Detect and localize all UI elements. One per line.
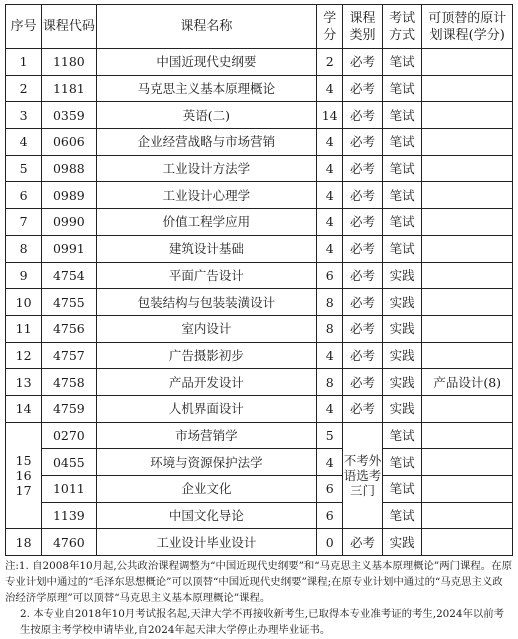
cell-exam-mode: 笔试 xyxy=(382,422,422,449)
cell-code: 1011 xyxy=(42,476,96,503)
table-row xyxy=(6,155,513,182)
cell-credit: 8 xyxy=(317,369,343,396)
cell-seq: 12 xyxy=(6,342,42,369)
cell-replace xyxy=(422,315,513,342)
cell-code: 0990 xyxy=(42,209,96,236)
cell-exam-mode: 实践 xyxy=(382,529,422,556)
cell-credit: 6 xyxy=(317,476,343,503)
cell-category-group: 不考外语选考三门 xyxy=(343,422,383,529)
cell-code: 4760 xyxy=(42,529,96,556)
cell-exam-mode: 实践 xyxy=(382,369,422,396)
cell-name: 广告摄影初步 xyxy=(96,342,317,369)
cell-replace xyxy=(422,342,513,369)
cell-name: 建筑设计基础 xyxy=(96,235,317,262)
cell-seq: 6 xyxy=(6,182,42,209)
cell-name: 平面广告设计 xyxy=(96,262,317,289)
table-row xyxy=(6,342,513,369)
table-row-elective xyxy=(6,422,513,449)
cell-credit: 5 xyxy=(317,422,343,449)
cell-replace xyxy=(422,129,513,156)
cell-replace xyxy=(422,262,513,289)
cell-credit: 4 xyxy=(317,395,343,422)
cell-category: 必考 xyxy=(343,235,383,262)
cell-name: 工业设计毕业设计 xyxy=(96,529,317,556)
cell-replace: 产品设计(8) xyxy=(422,369,513,396)
cell-replace xyxy=(422,49,513,76)
table-row xyxy=(6,129,513,156)
cell-seq: 2 xyxy=(6,75,42,102)
cell-replace xyxy=(422,529,513,556)
cell-seq: 11 xyxy=(6,315,42,342)
cell-category: 必考 xyxy=(343,155,383,182)
cell-credit: 4 xyxy=(317,155,343,182)
course-table xyxy=(5,4,513,556)
cell-seq: 8 xyxy=(6,235,42,262)
cell-replace xyxy=(422,449,513,476)
cell-seq: 9 xyxy=(6,262,42,289)
cell-exam-mode: 笔试 xyxy=(382,449,422,476)
cell-seq: 4 xyxy=(6,129,42,156)
cell-category: 必考 xyxy=(343,102,383,129)
cell-seq: 3 xyxy=(6,102,42,129)
cell-exam-mode: 笔试 xyxy=(382,209,422,236)
cell-code: 4757 xyxy=(42,342,96,369)
cell-code: 0989 xyxy=(42,182,96,209)
cell-code: 4756 xyxy=(42,315,96,342)
header-credit: 学分 xyxy=(317,5,343,49)
cell-name: 包装结构与包装装潢设计 xyxy=(96,289,317,316)
cell-exam-mode: 笔试 xyxy=(382,129,422,156)
note-text: 1. 自2008年10月起,公共政治课程调整为“中国近现代史纲要”和“马克思主义基本原理概论”两门课程。在原专业计划中通过的“毛泽东思想概论”可以顶替“中国近现代史纲要”课程;在原专业计划中通过的“马克思主义政治经济学原理”可以顶替“马克思主义基本原理概论”课程。 xyxy=(5,560,512,604)
cell-name: 企业经营战略与市场营销 xyxy=(96,129,317,156)
cell-exam-mode: 笔试 xyxy=(382,502,422,529)
cell-category: 必考 xyxy=(343,182,383,209)
table-row-elective xyxy=(6,476,513,503)
cell-code: 0991 xyxy=(42,235,96,262)
cell-replace xyxy=(422,235,513,262)
cell-name: 价值工程学应用 xyxy=(96,209,317,236)
header-seq: 序号 xyxy=(6,5,42,49)
cell-replace xyxy=(422,502,513,529)
cell-seq: 10 xyxy=(6,289,42,316)
cell-category: 必考 xyxy=(343,262,383,289)
cell-credit: 4 xyxy=(317,129,343,156)
notes-label: 注: xyxy=(5,560,19,572)
table-row xyxy=(6,75,513,102)
cell-credit: 4 xyxy=(317,182,343,209)
cell-name: 马克思主义基本原理概论 xyxy=(96,75,317,102)
cell-exam-mode: 笔试 xyxy=(382,49,422,76)
cell-credit: 8 xyxy=(317,315,343,342)
table-row xyxy=(6,235,513,262)
cell-exam-mode: 笔试 xyxy=(382,235,422,262)
cell-category: 必考 xyxy=(343,529,383,556)
header-name: 课程名称 xyxy=(96,5,317,49)
cell-category: 必考 xyxy=(343,129,383,156)
cell-code: 0455 xyxy=(42,449,96,476)
cell-name: 企业文化 xyxy=(96,476,317,503)
table-row xyxy=(6,289,513,316)
cell-code: 4755 xyxy=(42,289,96,316)
cell-seq: 7 xyxy=(6,209,42,236)
notes-section xyxy=(5,558,513,638)
table-row xyxy=(6,369,513,396)
cell-category: 必考 xyxy=(343,209,383,236)
table-row xyxy=(6,49,513,76)
cell-seq: 14 xyxy=(6,395,42,422)
cell-code: 0988 xyxy=(42,155,96,182)
cell-category: 必考 xyxy=(343,369,383,396)
note-2 xyxy=(5,606,513,638)
cell-credit: 4 xyxy=(317,449,343,476)
cell-seq: 1 xyxy=(6,49,42,76)
cell-seq: 18 xyxy=(6,529,42,556)
cell-exam-mode: 实践 xyxy=(382,262,422,289)
cell-credit: 0 xyxy=(317,529,343,556)
cell-exam-mode: 笔试 xyxy=(382,102,422,129)
cell-replace xyxy=(422,102,513,129)
cell-replace xyxy=(422,75,513,102)
cell-code: 1181 xyxy=(42,75,96,102)
table-row xyxy=(6,315,513,342)
cell-credit: 4 xyxy=(317,342,343,369)
header-exam-mode: 考试方式 xyxy=(382,5,422,49)
cell-name: 室内设计 xyxy=(96,315,317,342)
cell-name: 工业设计心理学 xyxy=(96,182,317,209)
cell-seq: 5 xyxy=(6,155,42,182)
table-row xyxy=(6,395,513,422)
cell-replace xyxy=(422,476,513,503)
header-code: 课程代码 xyxy=(42,5,96,49)
note-1 xyxy=(5,558,513,606)
cell-exam-mode: 笔试 xyxy=(382,75,422,102)
table-header-row xyxy=(6,5,513,49)
cell-category: 必考 xyxy=(343,315,383,342)
cell-exam-mode: 实践 xyxy=(382,315,422,342)
table-row xyxy=(6,182,513,209)
cell-credit: 4 xyxy=(317,75,343,102)
cell-exam-mode: 实践 xyxy=(382,289,422,316)
cell-category: 必考 xyxy=(343,49,383,76)
cell-name: 人机界面设计 xyxy=(96,395,317,422)
cell-category: 必考 xyxy=(343,342,383,369)
table-row-elective xyxy=(6,449,513,476)
cell-category: 必考 xyxy=(343,395,383,422)
cell-replace xyxy=(422,155,513,182)
cell-code: 4759 xyxy=(42,395,96,422)
cell-credit: 8 xyxy=(317,289,343,316)
cell-code: 1139 xyxy=(42,502,96,529)
cell-credit: 6 xyxy=(317,502,343,529)
header-category: 课程类别 xyxy=(343,5,383,49)
cell-category: 必考 xyxy=(343,289,383,316)
cell-code: 0270 xyxy=(42,422,96,449)
cell-credit: 6 xyxy=(317,262,343,289)
cell-code: 0606 xyxy=(42,129,96,156)
cell-replace xyxy=(422,182,513,209)
cell-seq-group: 15 16 17 xyxy=(6,422,42,529)
cell-name: 产品开发设计 xyxy=(96,369,317,396)
cell-name: 工业设计方法学 xyxy=(96,155,317,182)
cell-credit: 4 xyxy=(317,235,343,262)
cell-exam-mode: 笔试 xyxy=(382,182,422,209)
cell-name: 环境与资源保护法学 xyxy=(96,449,317,476)
header-replace: 可顶替的原计划课程(学分) xyxy=(422,5,513,49)
cell-exam-mode: 笔试 xyxy=(382,476,422,503)
cell-replace xyxy=(422,422,513,449)
cell-code: 1180 xyxy=(42,49,96,76)
cell-seq: 13 xyxy=(6,369,42,396)
cell-name: 市场营销学 xyxy=(96,422,317,449)
table-row xyxy=(6,209,513,236)
cell-name: 英语(二) xyxy=(96,102,317,129)
cell-code: 4758 xyxy=(42,369,96,396)
cell-replace xyxy=(422,395,513,422)
table-row xyxy=(6,102,513,129)
table-row-elective xyxy=(6,502,513,529)
cell-name: 中国文化导论 xyxy=(96,502,317,529)
cell-replace xyxy=(422,209,513,236)
cell-credit: 4 xyxy=(317,209,343,236)
cell-replace xyxy=(422,289,513,316)
table-row xyxy=(6,262,513,289)
cell-exam-mode: 实践 xyxy=(382,395,422,422)
cell-credit: 14 xyxy=(317,102,343,129)
cell-exam-mode: 实践 xyxy=(382,342,422,369)
cell-code: 0359 xyxy=(42,102,96,129)
cell-exam-mode: 笔试 xyxy=(382,155,422,182)
cell-category: 必考 xyxy=(343,75,383,102)
cell-credit: 2 xyxy=(317,49,343,76)
note-text: 2. 本专业自2018年10月考试报名起,天津大学不再接收新考生,已取得本专业准考证的考生,2024年以前考生按原主考学校申请毕业,自2024年起天津大学停止办理毕业证书。 xyxy=(20,608,505,636)
cell-code: 4754 xyxy=(42,262,96,289)
table-row xyxy=(6,529,513,556)
cell-name: 中国近现代史纲要 xyxy=(96,49,317,76)
